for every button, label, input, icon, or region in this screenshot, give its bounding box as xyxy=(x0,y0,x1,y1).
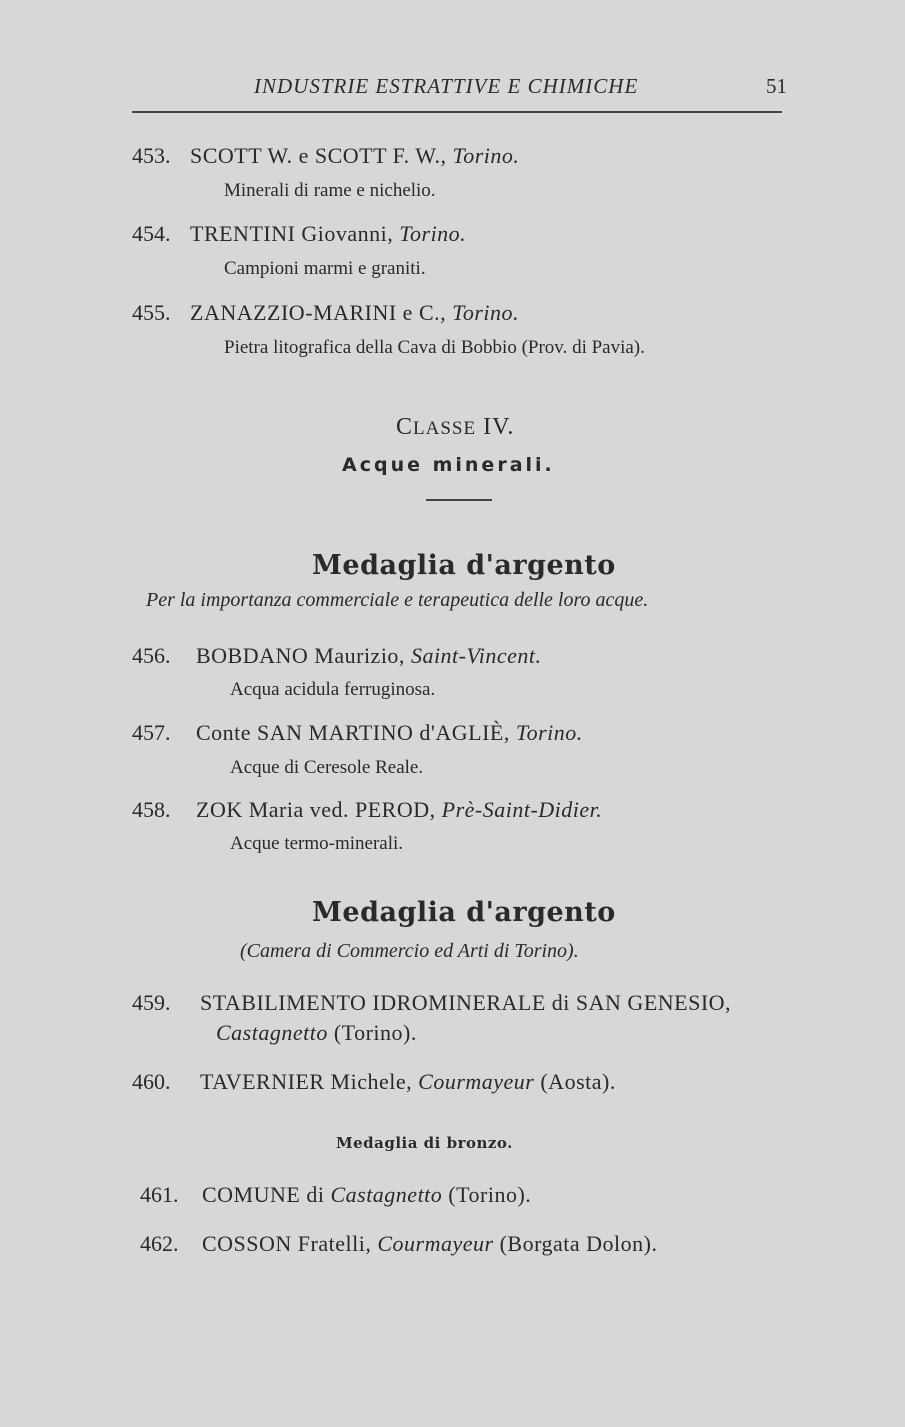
entry-place: Torino. xyxy=(452,143,520,168)
entry-number: 462. xyxy=(140,1231,179,1256)
entry-place: Courmayeur xyxy=(377,1231,494,1256)
medal-heading: Medaglia di bronzo. xyxy=(336,1134,513,1152)
entry-number: 455. xyxy=(132,300,171,325)
entry-description: Minerali di rame e nichelio. xyxy=(224,180,436,201)
entry-number: 456. xyxy=(132,643,171,668)
entry-name: ZANAZZIO-MARINI e C., Torino. xyxy=(190,300,520,325)
section-rule xyxy=(426,499,492,501)
entry-description: Campioni marmi e graniti. xyxy=(224,258,426,279)
entry-place: Courmayeur xyxy=(418,1069,535,1094)
entry-name: STABILIMENTO IDROMINERALE di SAN GENESIO, xyxy=(200,990,732,1015)
page-number: 51 xyxy=(766,74,787,98)
entry-place: Saint-Vincent. xyxy=(410,643,542,668)
entry-name: BOBDANO Maurizio, Saint-Vincent. xyxy=(196,643,542,668)
entry-description: Acque di Ceresole Reale. xyxy=(230,757,424,778)
medal-note: Per la importanza commerciale e terapeutica delle loro acque. xyxy=(146,589,649,611)
entry-place: Torino. xyxy=(515,720,583,745)
entry-name: ZOK Maria ved. PEROD, Prè-Saint-Didier. xyxy=(196,797,603,822)
entry-name: Conte SAN MARTINO d'AGLIÈ, Torino. xyxy=(196,720,583,745)
entry-number: 453. xyxy=(132,143,171,168)
entry-number: 457. xyxy=(132,720,171,745)
entry-number: 461. xyxy=(140,1182,179,1207)
entry-place: Torino. xyxy=(399,221,467,246)
entry-place: Prè-Saint-Didier. xyxy=(441,797,603,822)
entry-description: Pietra litografica della Cava di Bobbio (Prov. di Pavia). xyxy=(224,337,645,358)
entry-place-line: Castagnetto (Torino). xyxy=(216,1020,417,1045)
entry-number: 460. xyxy=(132,1069,171,1094)
entry-number: 459. xyxy=(132,990,171,1015)
entry-name: TRENTINI Giovanni, Torino. xyxy=(190,221,467,246)
entry-name: SCOTT W. e SCOTT F. W., Torino. xyxy=(190,143,520,168)
header-rule xyxy=(132,111,782,113)
entry-description: Acque termo-minerali. xyxy=(230,833,404,854)
entry-place: Castagnetto xyxy=(330,1182,443,1207)
entry-name: TAVERNIER Michele, Courmayeur (Aosta). xyxy=(200,1069,616,1094)
entry-number: 458. xyxy=(132,797,171,822)
medal-heading: Medaglia d'argento xyxy=(312,897,616,928)
entry-place: Torino. xyxy=(452,300,520,325)
entry-name: COMUNE di Castagnetto (Torino). xyxy=(202,1182,532,1207)
medal-heading: Medaglia d'argento xyxy=(312,550,616,581)
class-subheading: Acque minerali. xyxy=(342,454,555,476)
entry-description: Acqua acidula ferruginosa. xyxy=(230,679,436,700)
medal-note: (Camera di Commercio ed Arti di Torino). xyxy=(240,940,579,962)
running-header: INDUSTRIE ESTRATTIVE E CHIMICHE xyxy=(254,74,639,98)
entry-name: COSSON Fratelli, Courmayeur (Borgata Dolon). xyxy=(202,1231,658,1256)
entry-number: 454. xyxy=(132,221,171,246)
entry-place: Castagnetto xyxy=(216,1020,328,1045)
class-heading: CLASSE IV. xyxy=(396,414,515,440)
